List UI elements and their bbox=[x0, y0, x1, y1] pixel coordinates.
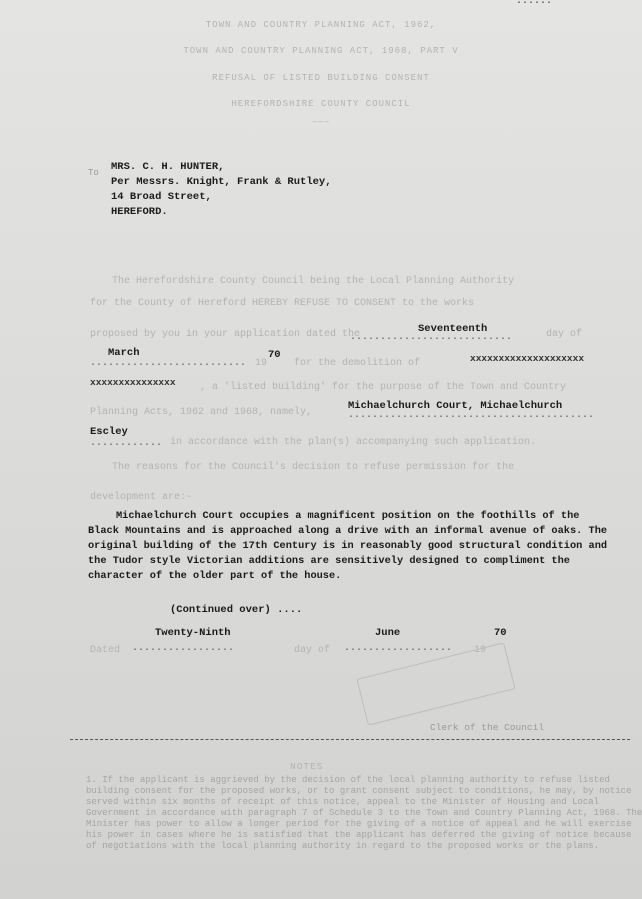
intro-line-4: for the demolition of bbox=[294, 358, 421, 369]
council-heading: HEREFORDSHIRE COUNTY COUNCIL bbox=[231, 99, 411, 109]
day-dots: ........................... bbox=[350, 332, 513, 343]
reason-paragraph: Michaelchurch Court occupies a magnificent position on the foothills of the Black Mountains and is approached along a drive with an informal avenue of oaks. The original building of the 17th Century is in reasonably good structural condition and the Tudor style Victorian additions are sensitively designed to compliment the character of the older part of the house. bbox=[88, 510, 608, 582]
signature-label: Clerk of the Council bbox=[430, 722, 545, 733]
intro-line-3: proposed by you in your application dated the bbox=[90, 329, 361, 340]
notes-title: NOTES bbox=[290, 761, 324, 772]
application-day: Seventeenth bbox=[418, 323, 488, 335]
intro-line-5: , a 'listed building' for the purpose of the Town and Country bbox=[200, 382, 567, 393]
dated-month: June bbox=[375, 627, 401, 639]
property-name-2: Escley bbox=[90, 426, 128, 438]
intro-line-1: The Herefordshire County Council being the Local Planning Authority bbox=[112, 276, 515, 287]
dated-day-dots: ................. bbox=[132, 643, 235, 654]
dated-label: Dated bbox=[90, 645, 121, 656]
intro-line-7: in accordance with the plan(s) accompanying such application. bbox=[170, 437, 537, 448]
month-dots: .......................... bbox=[90, 358, 247, 369]
continued-over: (Continued over) .... bbox=[170, 604, 303, 616]
faint-stamp bbox=[356, 642, 515, 725]
dated-month-dots: .................. bbox=[344, 643, 453, 654]
application-month: March bbox=[108, 347, 140, 359]
reasons-line-1: The reasons for the Council's decision to refuse permission for the bbox=[112, 462, 515, 473]
dated-day: Twenty-Ninth bbox=[155, 627, 231, 639]
heading-rule: ——— bbox=[312, 118, 330, 127]
dated-of-label: day of bbox=[294, 645, 331, 656]
property-dots: ......................................... bbox=[348, 410, 595, 421]
recipient-agent: Per Messrs. Knight, Frank & Rutley, bbox=[111, 176, 332, 188]
dated-year: 70 bbox=[494, 627, 507, 639]
to-label: To bbox=[88, 168, 99, 178]
reference-mark: ...... bbox=[516, 0, 553, 7]
reasons-line-2: development are:- bbox=[90, 492, 193, 503]
day-of-label: day of bbox=[546, 329, 583, 340]
dated-year-prefix: 19 bbox=[474, 645, 487, 656]
notes-text: 1. If the applicant is aggrieved by the decision of the local planning authority to refuse listed building consent for the proposed works, or to grant consent subject to conditions, he may, by notice served within six months of receipt of this notice, appeal to the Minister of Housing and Local Government in accordance with paragraph 7 of Schedule 3 to the Town and Country Planning Act, 1968. The Minister has power to allow a longer period for the giving of a notice of appeal and he will exercise his power in cases where he is satisfied that the applicant has deferred the giving of notice because of negotiations with the local planning authority in regard to the proposed works or the plans. bbox=[86, 775, 642, 851]
property-name: Michaelchurch Court, Michaelchurch bbox=[348, 400, 563, 412]
act-heading: TOWN AND COUNTRY PLANNING ACT, 1962, bbox=[205, 20, 437, 30]
year-prefix: 19 bbox=[255, 358, 268, 369]
intro-line-6: Planning Acts, 1962 and 1968, namely, bbox=[90, 407, 313, 418]
recipient-town: HEREFORD. bbox=[111, 206, 168, 218]
escley-dots: ............ bbox=[90, 438, 163, 449]
recipient-street: 14 Broad Street, bbox=[111, 191, 212, 203]
act-heading-2: TOWN AND COUNTRY PLANNING ACT, 1968, PART V bbox=[183, 46, 459, 56]
struck-text-1: xxxxxxxxxxxxxxxxxxxx bbox=[470, 353, 585, 364]
recipient-name: MRS. C. H. HUNTER, bbox=[111, 161, 225, 173]
refusal-heading: REFUSAL OF LISTED BUILDING CONSENT bbox=[212, 73, 430, 83]
application-year: 70 bbox=[268, 349, 281, 361]
struck-text-2: xxxxxxxxxxxxxxx bbox=[90, 377, 176, 388]
tear-line bbox=[70, 739, 630, 740]
intro-line-2: for the County of Hereford HEREBY REFUSE TO CONSENT to the works bbox=[90, 298, 475, 309]
